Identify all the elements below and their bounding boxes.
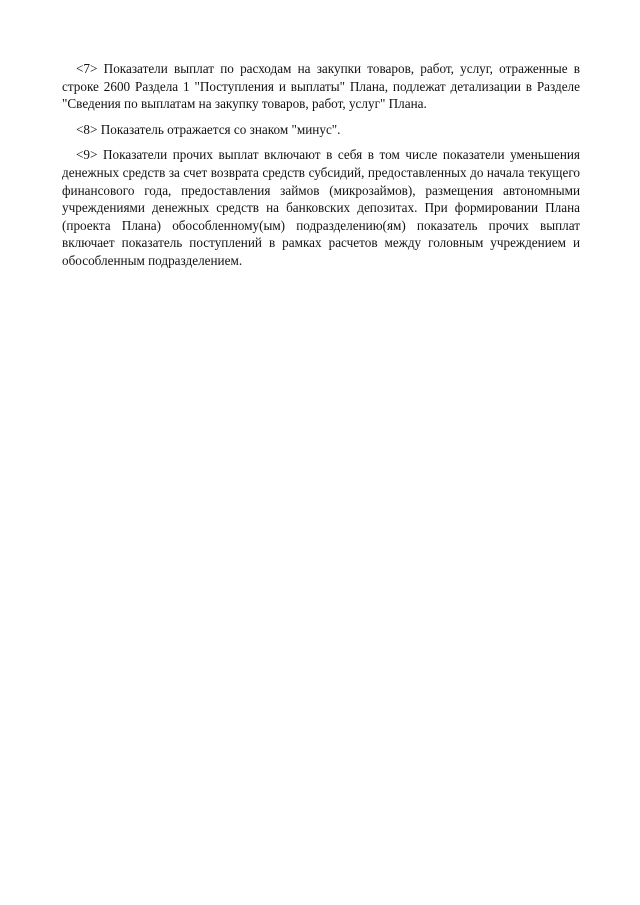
footnote-7 <box>62 60 580 113</box>
footnote-8 <box>62 121 580 139</box>
footnote-marker: <8> <box>76 121 98 137</box>
footnote-text: Показатель отражается со знаком "минус". <box>100 121 341 137</box>
footnote-9 <box>62 146 580 269</box>
footnote-marker: <7> <box>76 61 98 76</box>
footnote-marker: <9> <box>76 147 98 163</box>
footnote-text: Показатели выплат по расходам на закупки товаров, работ, услуг, отраженные в строке 2600 Раздела 1 "Поступления и выплаты" Плана, подлежат детализации в Разделе "Сведения по выплатам на закупку товаров, работ, услуг" Плана. <box>62 61 581 112</box>
footnote-text: Показатели прочих выплат включают в себя в том числе показатели уменьшения денежных средств за счет возврата средств субсидий, предоставленных до начала текущего финансового года, предоставления займов (микрозаймов), размещения автономными учреждениями денежных средств на банковских депозитах. При формировании Плана (проекта Плана) обособленному(ым) подразделению(ям) показатель прочих выплат включает показатель поступлений в рамках расчетов между головным учреждением и обособленным подразделением. <box>62 147 581 268</box>
footnotes-block <box>62 60 580 278</box>
